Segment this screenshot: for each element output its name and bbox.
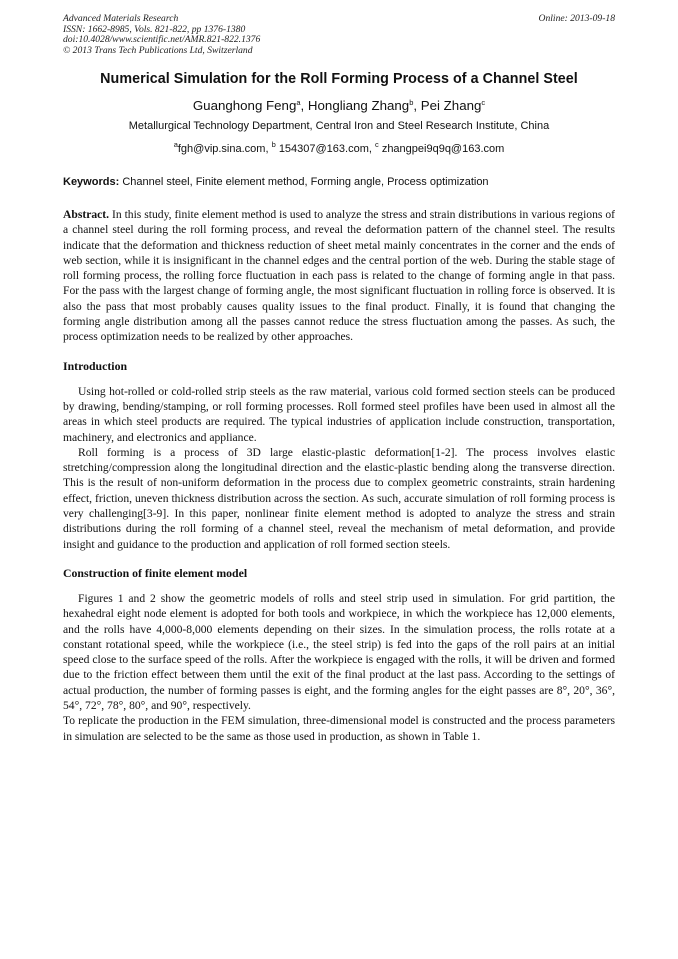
body-paragraph: Figures 1 and 2 show the geometric models of rolls and steel strip used in simulation. For grid partition, the hexahedral eight node element is adopted for both tools and workpiece, in which the workpiece has 12,000 elements, and the rolls have 4,000-8,000 elements depending on their sizes. In the simulation process, the rolls rotate at a constant rotational speed, while the workpiece (i.e., the steel strip) is fed into the gaps of the roll pairs at an initial speed close to the surface speed of the rolls. After the workpiece is engaged with the rolls, it will be driven and formed due to the friction effect between them until the exit of the final product at the last pass. According to the settings of actual production, the number of forming passes is eight, and the forming angles for the eight passes are 8°, 20°, 36°, 54°, 72°, 78°, 80°, and 90°, respectively.: [63, 591, 615, 713]
journal-header: [63, 14, 615, 56]
abstract-text: In this study, finite element method is used to analyze the stress and strain distributions in various regions of a channel steel during the roll forming process, and reveal the deformation pattern of the channel steel. The results indicate that the deformation and thickness reduction of sheet metal mainly concentrates in the corner and the ends of web section, while it is insignificant in the channel edges and the central portion of the web. During the stable stage of roll forming process, the rolling force fluctuation in each pass is related to the change of forming angle in that pass. For the pass with the largest change of forming angle, the most significant fluctuation in rolling force is observed. It is also the pass that most probably causes quality issues to the final product. Finally, it is found that changing the forming angle distribution among all the passes cannot reduce the stress fluctuation among the passes. As such, the process optimization needs to be realized by other approaches.: [63, 208, 615, 344]
online-date: Online: 2013-09-18: [538, 13, 615, 24]
author-mark: a: [296, 98, 301, 107]
author-name: Hongliang Zhang: [307, 98, 410, 113]
body-paragraph: Roll forming is a process of 3D large elastic-plastic deformation[1-2]. The process involves elastic stretching/compression along the longitudinal direction and the elastic-plastic bending along the transverse direction. This is the result of non-uniform deformation in the process due to complex geometric constraints, strain hardening effect, friction, uneven thickness distribution across the section. As such, accurate simulation of roll forming process is very challenging[3-9]. In this paper, nonlinear finite element method is adopted to analyze the stress and strain distributions during the roll forming of a channel steel, reveal the mechanism of metal deformation, and provide insight and guidance to the production and application of roll formed section steels.: [63, 445, 615, 551]
body-paragraph: To replicate the production in the FEM simulation, three-dimensional model is constructed and the process parameters in simulation are selected to be the same as those used in production, as shown in Table 1.: [63, 714, 615, 743]
journal-issn: ISSN: 1662-8985, Vols. 821-822, pp 1376-1380: [63, 23, 246, 35]
email-mark: a: [173, 140, 178, 149]
abstract: [63, 207, 615, 345]
journal-name: Advanced Materials Research: [63, 13, 179, 24]
keywords-label: Keywords:: [63, 176, 120, 188]
email-mark: b: [271, 140, 276, 149]
section-heading-introduction: Introduction: [63, 358, 128, 373]
email-address[interactable]: 154307@163.com: [278, 143, 369, 155]
author-name: Pei Zhang: [420, 98, 482, 113]
affiliation: Metallurgical Technology Department, Central Iron and Steel Research Institute, China: [128, 120, 550, 132]
email-mark: c: [375, 140, 379, 149]
author-mark: c: [481, 98, 486, 107]
journal-doi: doi:10.4028/www.scientific.net/AMR.821-822.1376: [63, 34, 261, 45]
author-mark: b: [409, 98, 414, 107]
author-name: Guanghong Feng: [192, 98, 297, 113]
author-list: Guanghong Feng$^a$, Hongliang Zhang$^b$, Pei Zhang$^c$: [192, 98, 486, 113]
email-list: $^a$fgh@vip.sina.com, $^b$ 154307@163.com, $^c$ zhangpei9q9q@163.com: [173, 140, 505, 155]
email-address[interactable]: fgh@vip.sina.com: [177, 143, 266, 155]
keywords: [63, 175, 615, 189]
email-address[interactable]: zhangpei9q9q@163.com: [381, 143, 505, 155]
journal-copyright: © 2013 Trans Tech Publications Ltd, Switzerland: [63, 44, 253, 56]
abstract-label: Abstract.: [63, 208, 110, 221]
paper-title: Numerical Simulation for the Roll Forming Process of a Channel Steel: [100, 71, 578, 87]
body-paragraph: Using hot-rolled or cold-rolled strip steels as the raw material, various cold formed section steels can be produced by drawing, bending/stamping, or roll forming processes. Roll formed steel profiles have been used in almost all the areas in which steel products are required. The typical industries of application include construction, transportation, machinery, and electronics and appliance.: [63, 384, 615, 444]
keywords-text: Channel steel, Finite element method, Forming angle, Process optimization: [122, 176, 489, 188]
section-heading-fe-model: Construction of finite element model: [63, 565, 248, 580]
paper-page: [63, 14, 615, 744]
